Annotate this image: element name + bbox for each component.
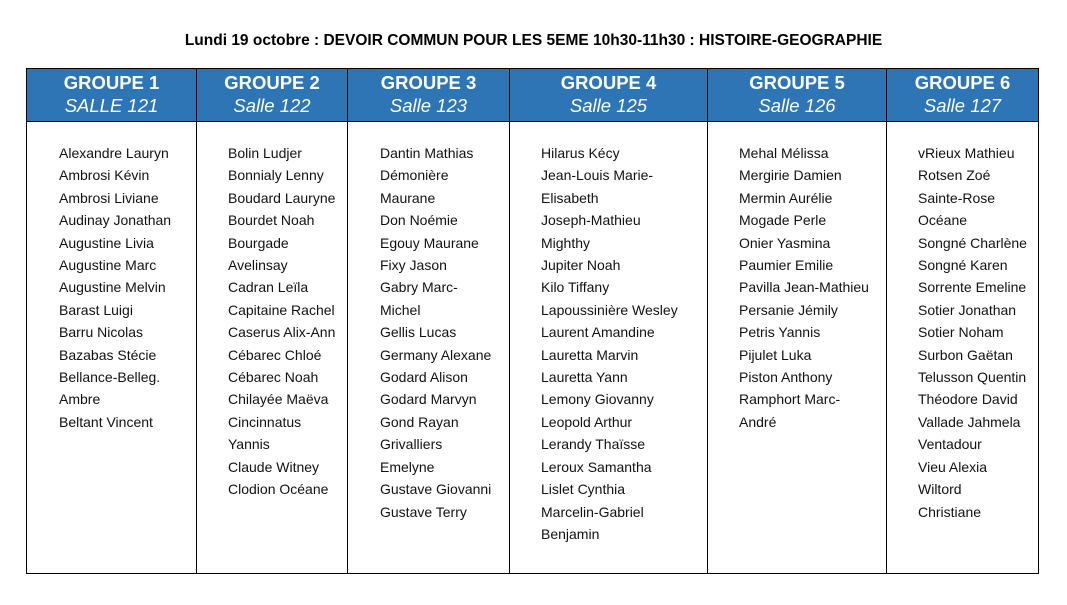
student-name: Ventadour [918, 436, 982, 453]
student-name: Telusson Quentin [918, 369, 1027, 386]
student-name: Fixy Jason [380, 257, 447, 274]
group-name: GROUPE 3 [380, 72, 477, 93]
student-name: Wiltord [918, 481, 962, 498]
student-name: Elisabeth [541, 189, 599, 206]
student-name: Bolin Ludjer [228, 145, 302, 161]
student-name: Pavilla Jean-Mathieu [739, 279, 869, 296]
student-name: Boudard Lauryne [228, 189, 336, 206]
page-title: Lundi 19 octobre : DEVOIR COMMUN POUR LES 5EME 10h30-11h30 : HISTOIRE-GEOGRAPHIE [184, 32, 883, 49]
group-room: Salle 125 [569, 95, 648, 116]
student-name: Cincinnatus [228, 413, 302, 430]
group-room: Salle 126 [758, 95, 836, 116]
student-name: Ambrosi Kévin [59, 167, 150, 184]
student-name: Gabry Marc- [380, 279, 458, 296]
student-name: Godard Alison [380, 369, 468, 386]
student-name: Bonnialy Lenny [228, 167, 324, 184]
student-name: Egouy Maurane [380, 234, 479, 251]
student-name: Mermin Aurélie [739, 189, 833, 206]
student-list-1 [27, 122, 196, 433]
student-name: Leopold Arthur [541, 413, 633, 430]
student-name: Benjamin [541, 525, 600, 542]
student-name: Mighthy [541, 234, 591, 251]
student-name: Cébarec Noah [228, 369, 319, 386]
student-name: Chilayée Maëva [228, 391, 329, 408]
student-name: Vallade Jahmela [918, 413, 1021, 430]
student-name: Grivalliers [380, 436, 443, 453]
student-name: Lapoussinière Wesley [541, 301, 678, 318]
student-name: Piston Anthony [739, 369, 833, 386]
group-room: Salle 122 [233, 95, 311, 116]
student-name: Michel [380, 301, 421, 318]
student-name: Lerandy Thaïsse [541, 436, 646, 453]
student-name: Ambre [59, 391, 101, 408]
group-column-5 [708, 69, 887, 573]
group-column-1 [27, 69, 197, 573]
student-name: Lemony Giovanny [541, 391, 654, 408]
student-name: Vieu Alexia [918, 458, 988, 475]
student-name: André [739, 413, 777, 430]
student-name: Bourdet Noah [228, 212, 315, 229]
student-name: Bourgade [228, 234, 289, 251]
student-name: Petris Yannis [739, 324, 821, 341]
student-name: Onier Yasmina [739, 234, 831, 251]
student-name: Gustave Giovanni [380, 481, 492, 498]
student-name: Sotier Noham [918, 324, 1004, 341]
group-header-2 [197, 69, 347, 122]
student-name: Kilo Tiffany [541, 279, 610, 296]
student-name: Sorrente Emeline [918, 279, 1027, 296]
student-name: Ambrosi Liviane [59, 189, 159, 206]
student-name: Mogade Perle [739, 212, 827, 229]
student-name: Laurent Amandine [541, 324, 655, 341]
group-header-5 [708, 69, 886, 122]
student-name: Songné Charlène [918, 234, 1027, 251]
student-name: Emelyne [380, 458, 435, 475]
student-name: Jean-Louis Marie- [541, 167, 654, 184]
student-name: Leroux Samantha [541, 458, 652, 475]
student-name: vRieux Mathieu [918, 145, 1015, 161]
student-name: Don Noémie [380, 212, 458, 229]
student-name: Lauretta Marvin [541, 346, 639, 363]
student-name: Dantin Mathias [380, 145, 474, 161]
group-column-6 [887, 69, 1038, 573]
student-name: Bellance-Belleg. [59, 369, 161, 386]
student-list-5 [708, 122, 886, 433]
student-name: Surbon Gaëtan [918, 346, 1013, 363]
group-room: SALLE 121 [64, 95, 159, 116]
student-list-2 [197, 122, 347, 501]
student-name: Théodore David [918, 391, 1018, 408]
group-name: GROUPE 4 [560, 72, 657, 93]
group-header-4 [510, 69, 707, 122]
student-name: Augustine Melvin [59, 279, 166, 296]
student-name: Rotsen Zoé [918, 167, 991, 184]
student-name: Gond Rayan [380, 413, 459, 430]
student-list-4 [510, 122, 707, 545]
student-name: Sainte-Rose [918, 189, 996, 206]
student-name: Joseph-Mathieu [541, 212, 641, 229]
student-name: Marcelin-Gabriel [541, 503, 644, 520]
student-name: Beltant Vincent [59, 413, 153, 430]
group-name: GROUPE 6 [914, 72, 1011, 93]
student-name: Lislet Cynthia [541, 481, 626, 498]
student-name: Barru Nicolas [59, 324, 144, 341]
student-name: Lauretta Yann [541, 369, 628, 386]
student-name: Gellis Lucas [380, 324, 457, 341]
group-header-3 [348, 69, 509, 122]
group-room: Salle 123 [389, 95, 468, 116]
student-name: Sotier Jonathan [918, 301, 1017, 318]
group-header-6 [887, 69, 1038, 122]
student-name: Clodion Océane [228, 481, 329, 498]
student-name: Hilarus Kécy [541, 145, 620, 161]
groups-table [26, 68, 1039, 574]
student-name: Avelinsay [228, 257, 288, 274]
student-name: Godard Marvyn [380, 391, 477, 408]
student-name: Capitaine Rachel [228, 301, 335, 318]
student-name: Barast Luigi [59, 301, 133, 318]
student-name: Claude Witney [228, 458, 320, 475]
group-column-2 [197, 69, 348, 573]
group-column-4 [510, 69, 708, 573]
group-name: GROUPE 1 [63, 72, 160, 93]
student-name: Persanie Jémily [739, 301, 838, 318]
student-name: Germany Alexane [380, 346, 492, 363]
group-name: GROUPE 5 [749, 72, 845, 93]
student-list-3 [348, 122, 509, 523]
student-name: Maurane [380, 189, 436, 206]
student-list-6 [887, 122, 1038, 523]
student-name: Augustine Marc [59, 257, 157, 274]
student-name: Mehal Mélissa [739, 145, 829, 161]
student-name: Océane [918, 212, 968, 229]
group-column-3 [348, 69, 510, 573]
student-name: Yannis [228, 436, 270, 453]
student-name: Démonière [380, 167, 449, 184]
student-name: Cébarec Chloé [228, 346, 322, 363]
student-name: Alexandre Lauryn [59, 145, 169, 161]
student-name: Ramphort Marc- [739, 391, 841, 408]
group-name: GROUPE 2 [224, 72, 320, 93]
student-name: Caserus Alix-Ann [228, 324, 336, 341]
student-name: Cadran Leïla [228, 279, 309, 296]
student-name: Paumier Emilie [739, 257, 834, 274]
student-name: Gustave Terry [380, 503, 467, 520]
student-name: Songné Karen [918, 257, 1008, 274]
student-name: Christiane [918, 503, 982, 520]
student-name: Augustine Livia [59, 234, 154, 251]
group-header-1 [27, 69, 196, 122]
student-name: Mergirie Damien [739, 167, 842, 184]
student-name: Jupiter Noah [541, 257, 621, 274]
student-name: Pijulet Luka [739, 346, 812, 363]
student-name: Bazabas Stécie [59, 346, 157, 363]
group-room: Salle 127 [923, 95, 1002, 116]
student-name: Audinay Jonathan [59, 212, 172, 229]
